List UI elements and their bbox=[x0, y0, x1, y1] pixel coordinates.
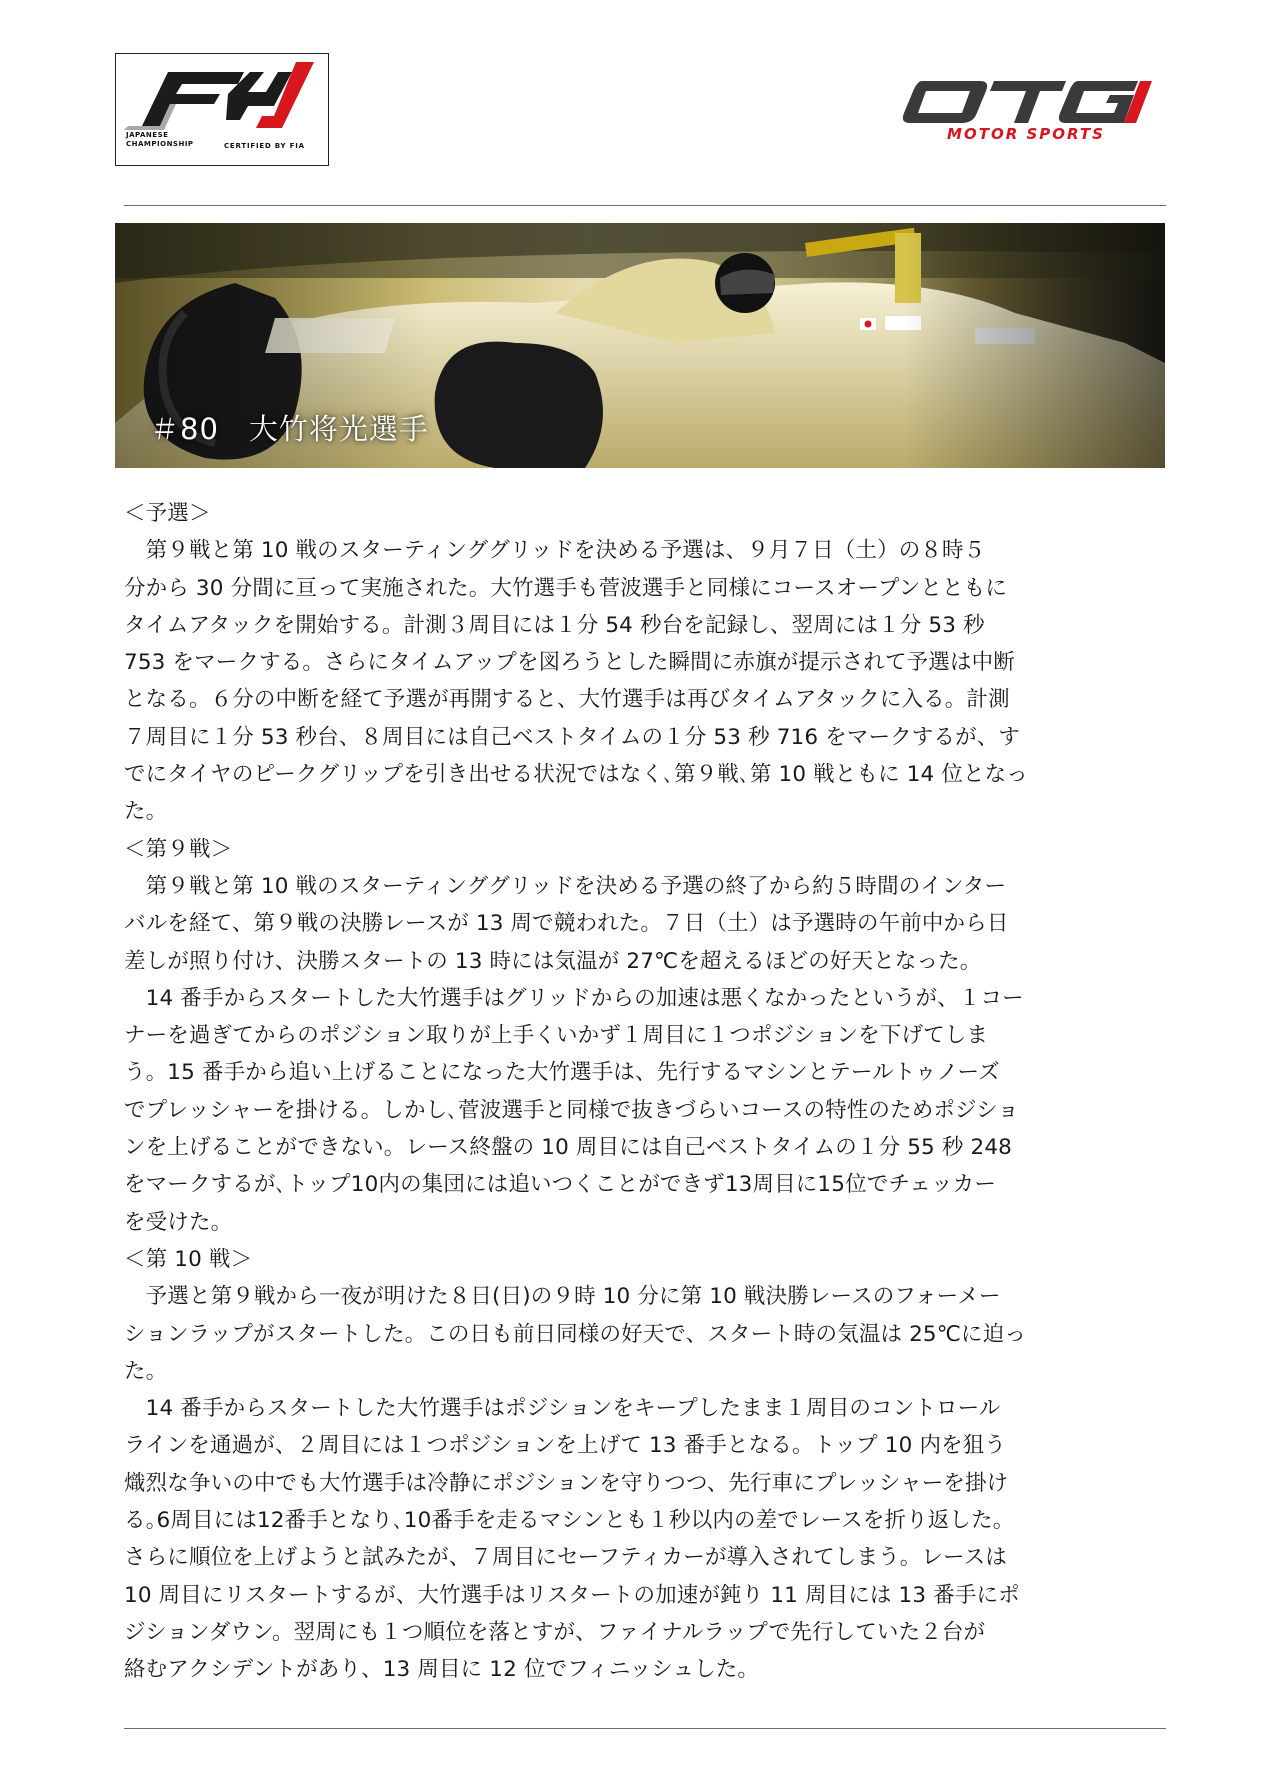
section-heading-race10: ＜第 10 戦＞ bbox=[124, 1246, 253, 1272]
text-line: タイムアタックを開始する。計測３周目には１分 54 秒台を記録し、翌周には１分 53 秒 bbox=[124, 612, 985, 638]
text-line: でプレッシャーを掛ける。しかし､菅波選手と同様で抜きづらいコースの特性のためポジショ bbox=[124, 1097, 1020, 1123]
logo-text-certified: CERTIFIED BY FIA bbox=[224, 142, 305, 150]
text-line: ジションダウン。翌周にも１つ順位を落とすが、ファイナルラップで先行していた２台が bbox=[124, 1619, 986, 1645]
text-line: さらに順位を上げようと試みたが、７周目にセーフティカーが導入されてしまう。レースは bbox=[124, 1545, 1007, 1571]
logo-text-championship: CHAMPIONSHIP bbox=[126, 140, 194, 148]
top-divider bbox=[124, 205, 1166, 206]
text-line: 753 をマークする。さらにタイムアップを図ろうとした瞬間に赤旗が提示されて予選は中断 bbox=[124, 650, 1015, 676]
text-line: 予選と第９戦から一夜が明けた８日(日)の９時 10 分に第 10 戦決勝レースのフォーメー bbox=[124, 1284, 1001, 1310]
otg-logo-mark-icon bbox=[900, 75, 1155, 127]
text-line: 差しが照り付け、決勝スタートの 13 時には気温が 27℃を超えるほどの好天となった。 bbox=[124, 948, 982, 974]
f4-championship-logo bbox=[115, 53, 329, 166]
article-body bbox=[124, 495, 1166, 1689]
section-heading-qualifying: ＜予選＞ bbox=[124, 501, 211, 526]
text-line: う。15 番手から追い上げることになった大竹選手は、先行するマシンとテールトゥノーズ bbox=[124, 1060, 1000, 1086]
logo-subtitle bbox=[126, 131, 216, 149]
text-line: る｡6周目には12番手となり､10番手を走るマシンとも１秒以内の差でレースを折り返した｡ bbox=[124, 1508, 1004, 1534]
text-line: 14 番手からスタートした大竹選手はグリッドからの加速は悪くなかったというが、１コー bbox=[124, 985, 1024, 1011]
photo-caption: ＃80 大竹将光選手 bbox=[150, 412, 429, 446]
text-line: 14 番手からスタートした大竹選手はポジションをキープしたまま１周目のコントロール bbox=[124, 1396, 1001, 1422]
bottom-divider bbox=[124, 1728, 1166, 1729]
text-line: 第９戦と第 10 戦のスターティンググリッドを決める予選の終了から約５時間のインター bbox=[124, 873, 1007, 899]
text-line: 第９戦と第 10 戦のスターティンググリッドを決める予選は、９月７日（土）の８時５ bbox=[124, 538, 986, 564]
logo-text-motorsports: MOTOR SPORTS bbox=[947, 125, 1105, 143]
race-car-photo bbox=[115, 223, 1165, 468]
logo-text-japanese: JAPANESE bbox=[126, 131, 169, 139]
text-line: でにタイヤのピークグリップを引き出せる状況ではなく､第９戦､第 10 戦ともに 14 位となっ bbox=[124, 762, 1028, 788]
text-line: をマークするが､トップ10内の集団には追いつくことができず13周目に15位でチェッカー bbox=[124, 1172, 996, 1198]
otg-motorsports-logo bbox=[900, 75, 1155, 145]
text-line: ナーを過ぎてからのポジション取りが上手くいかず１周目に１つポジションを下げてしま bbox=[124, 1023, 989, 1049]
f4-logo-mark-icon bbox=[116, 54, 330, 134]
section-heading-race9: ＜第９戦＞ bbox=[124, 836, 233, 862]
text-line: ラインを通過が、２周目には１つポジションを上げて 13 番手となる。トップ 10 内を狙う bbox=[124, 1433, 1007, 1459]
text-line: 熾烈な争いの中でも大竹選手は冷静にポジションを守りつつ、先行車にプレッシャーを掛け bbox=[124, 1470, 1009, 1496]
text-line: た。 bbox=[124, 799, 168, 825]
text-line: 絡むアクシデントがあり、13 周目に 12 位でフィニッシュした。 bbox=[124, 1657, 760, 1683]
text-line: となる。６分の中断を経て予選が再開すると、大竹選手は再びタイムアタックに入る。計測 bbox=[124, 687, 1010, 713]
text-line: ７周目に１分 53 秒台、８周目には自己ベストタイムの１分 53 秒 716 をマークするが、す bbox=[124, 724, 1021, 750]
text-line: バルを経て、第９戦の決勝レースが 13 周で競われた。７日（土）は予選時の午前中から日 bbox=[124, 911, 1009, 937]
text-line: ンを上げることができない。レース終盤の 10 周目には自己ベストタイムの１分 55 秒 248 bbox=[124, 1135, 1012, 1161]
text-line: を受けた。 bbox=[124, 1209, 233, 1235]
text-line: 分から 30 分間に亘って実施された。大竹選手も菅波選手と同様にコースオープンとともに bbox=[124, 575, 1007, 601]
text-line: 10 周目にリスタートするが、大竹選手はリスタートの加速が鈍り 11 周目には 13 番手にポ bbox=[124, 1582, 1020, 1608]
text-line: た。 bbox=[124, 1358, 168, 1384]
text-line: ションラップがスタートした。この日も前日同様の好天で、スタート時の気温は 25℃に迫っ bbox=[124, 1321, 1027, 1347]
